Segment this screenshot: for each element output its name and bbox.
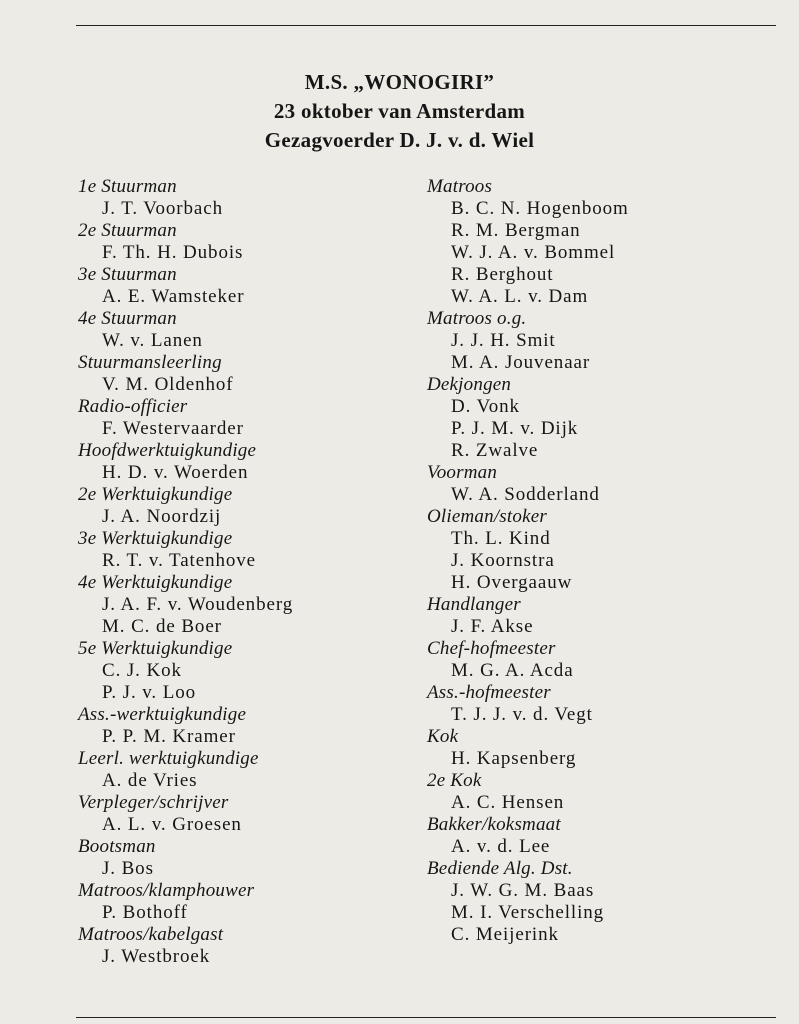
crew-section xyxy=(78,484,428,528)
crew-member-name: P. J. v. Loo xyxy=(102,682,197,703)
crew-section xyxy=(78,836,428,880)
crew-member-name: R. Zwalve xyxy=(451,440,539,461)
crew-section xyxy=(427,308,777,374)
crew-section xyxy=(78,528,428,572)
departure-line: 23 oktober van Amsterdam xyxy=(273,99,526,123)
crew-member-name: P. J. M. v. Dijk xyxy=(451,418,579,439)
crew-member-name: D. Vonk xyxy=(451,396,520,417)
crew-member-name: B. C. N. Hogenboom xyxy=(451,198,629,219)
crew-section xyxy=(427,726,777,770)
crew-member-name: M. G. A. Acda xyxy=(451,660,574,681)
crew-member-name: H. D. v. Woerden xyxy=(102,462,249,483)
role-heading: Matroos o.g. xyxy=(427,308,527,329)
ship-title: M.S. „WONOGIRI” xyxy=(304,70,495,94)
crew-member-name: W. A. Sodderland xyxy=(451,484,600,505)
crew-member-name: J. T. Voorbach xyxy=(102,198,223,219)
role-heading: Kok xyxy=(427,726,459,747)
role-heading: Radio-officier xyxy=(78,396,188,417)
crew-member-name: P. Bothoff xyxy=(102,902,188,923)
crew-section xyxy=(427,374,777,462)
crew-member-name: R. T. v. Tatenhove xyxy=(102,550,257,571)
crew-member-name: Th. L. Kind xyxy=(451,528,551,549)
crew-section xyxy=(427,682,777,726)
role-heading: Bediende Alg. Dst. xyxy=(427,858,573,879)
crew-column-left xyxy=(78,176,428,968)
crew-member-name: J. F. Akse xyxy=(451,616,534,637)
role-heading: Stuurmansleerling xyxy=(78,352,222,373)
crew-member-name: H. Kapsenberg xyxy=(451,748,577,769)
crew-member-name: T. J. J. v. d. Vegt xyxy=(451,704,593,725)
role-heading: Chef-hofmeester xyxy=(427,638,556,659)
role-heading: Leerl. werktuigkundige xyxy=(78,748,259,769)
role-heading: Ass.-hofmeester xyxy=(427,682,551,703)
top-rule xyxy=(76,25,776,26)
crew-member-name: W. A. L. v. Dam xyxy=(451,286,589,307)
role-heading: Voorman xyxy=(427,462,498,483)
crew-section xyxy=(427,858,777,946)
crew-member-name: A. C. Hensen xyxy=(451,792,565,813)
crew-member-name: J. Bos xyxy=(102,858,154,879)
crew-member-name: C. Meijerink xyxy=(451,924,559,945)
role-heading: 4e Werktuigkundige xyxy=(78,572,233,593)
crew-member-name: R. M. Bergman xyxy=(451,220,581,241)
crew-member-name: M. C. de Boer xyxy=(102,616,222,637)
role-heading: Matroos xyxy=(427,176,493,197)
role-heading: 4e Stuurman xyxy=(78,308,177,329)
crew-section xyxy=(78,572,428,638)
role-heading: 2e Kok xyxy=(427,770,482,791)
crew-member-name: W. J. A. v. Bommel xyxy=(451,242,616,263)
crew-section xyxy=(78,264,428,308)
role-heading: Hoofdwerktuigkundige xyxy=(78,440,257,461)
role-heading: 2e Stuurman xyxy=(78,220,177,241)
crew-section xyxy=(427,814,777,858)
role-heading: Dekjongen xyxy=(427,374,512,395)
role-heading: 5e Werktuigkundige xyxy=(78,638,233,659)
crew-member-name: A. v. d. Lee xyxy=(451,836,551,857)
crew-section xyxy=(427,638,777,682)
role-heading: Olieman/stoker xyxy=(427,506,547,527)
page-header xyxy=(0,68,799,155)
crew-section xyxy=(78,440,428,484)
crew-member-name: W. v. Lanen xyxy=(102,330,203,351)
crew-member-name: J. A. F. v. Woudenberg xyxy=(102,594,294,615)
crew-member-name: M. I. Verschelling xyxy=(451,902,605,923)
role-heading: Ass.-werktuigkundige xyxy=(78,704,247,725)
role-heading: 3e Stuurman xyxy=(78,264,177,285)
crew-member-name: J. J. H. Smit xyxy=(451,330,556,351)
crew-section xyxy=(78,176,428,220)
crew-section xyxy=(78,924,428,968)
crew-member-name: A. de Vries xyxy=(102,770,198,791)
captain-line: Gezagvoerder D. J. v. d. Wiel xyxy=(264,128,535,152)
crew-member-name: J. Westbroek xyxy=(102,946,211,967)
crew-member-name: J. Koornstra xyxy=(451,550,555,571)
crew-section xyxy=(427,594,777,638)
crew-section xyxy=(427,176,777,308)
crew-member-name: P. P. M. Kramer xyxy=(102,726,236,747)
crew-member-name: M. A. Jouvenaar xyxy=(451,352,591,373)
crew-member-name: C. J. Kok xyxy=(102,660,182,681)
role-heading: Bakker/koksmaat xyxy=(427,814,561,835)
role-heading: Verpleger/schrijver xyxy=(78,792,229,813)
crew-section xyxy=(78,638,428,704)
crew-section xyxy=(78,220,428,264)
crew-member-name: A. E. Wamsteker xyxy=(102,286,245,307)
crew-section xyxy=(78,704,428,748)
crew-section xyxy=(427,462,777,506)
crew-member-name: J. A. Noordzij xyxy=(102,506,222,527)
crew-section xyxy=(78,352,428,396)
crew-section xyxy=(78,880,428,924)
crew-section xyxy=(78,748,428,792)
crew-member-name: F. Westervaarder xyxy=(102,418,244,439)
role-heading: 1e Stuurman xyxy=(78,176,177,197)
crew-column-right xyxy=(427,176,777,946)
crew-section xyxy=(78,396,428,440)
crew-section xyxy=(427,770,777,814)
role-heading: Matroos/klamphouwer xyxy=(78,880,255,901)
bottom-rule xyxy=(76,1017,776,1018)
crew-member-name: A. L. v. Groesen xyxy=(102,814,242,835)
role-heading: 2e Werktuigkundige xyxy=(78,484,233,505)
crew-member-name: R. Berghout xyxy=(451,264,554,285)
crew-member-name: H. Overgaauw xyxy=(451,572,573,593)
role-heading: Matroos/kabelgast xyxy=(78,924,224,945)
crew-section xyxy=(78,792,428,836)
crew-section xyxy=(427,506,777,594)
role-heading: 3e Werktuigkundige xyxy=(78,528,233,549)
crew-member-name: F. Th. H. Dubois xyxy=(102,242,244,263)
crew-member-name: V. M. Oldenhof xyxy=(102,374,234,395)
role-heading: Bootsman xyxy=(78,836,156,857)
role-heading: Handlanger xyxy=(427,594,521,615)
crew-section xyxy=(78,308,428,352)
crew-member-name: J. W. G. M. Baas xyxy=(451,880,595,901)
